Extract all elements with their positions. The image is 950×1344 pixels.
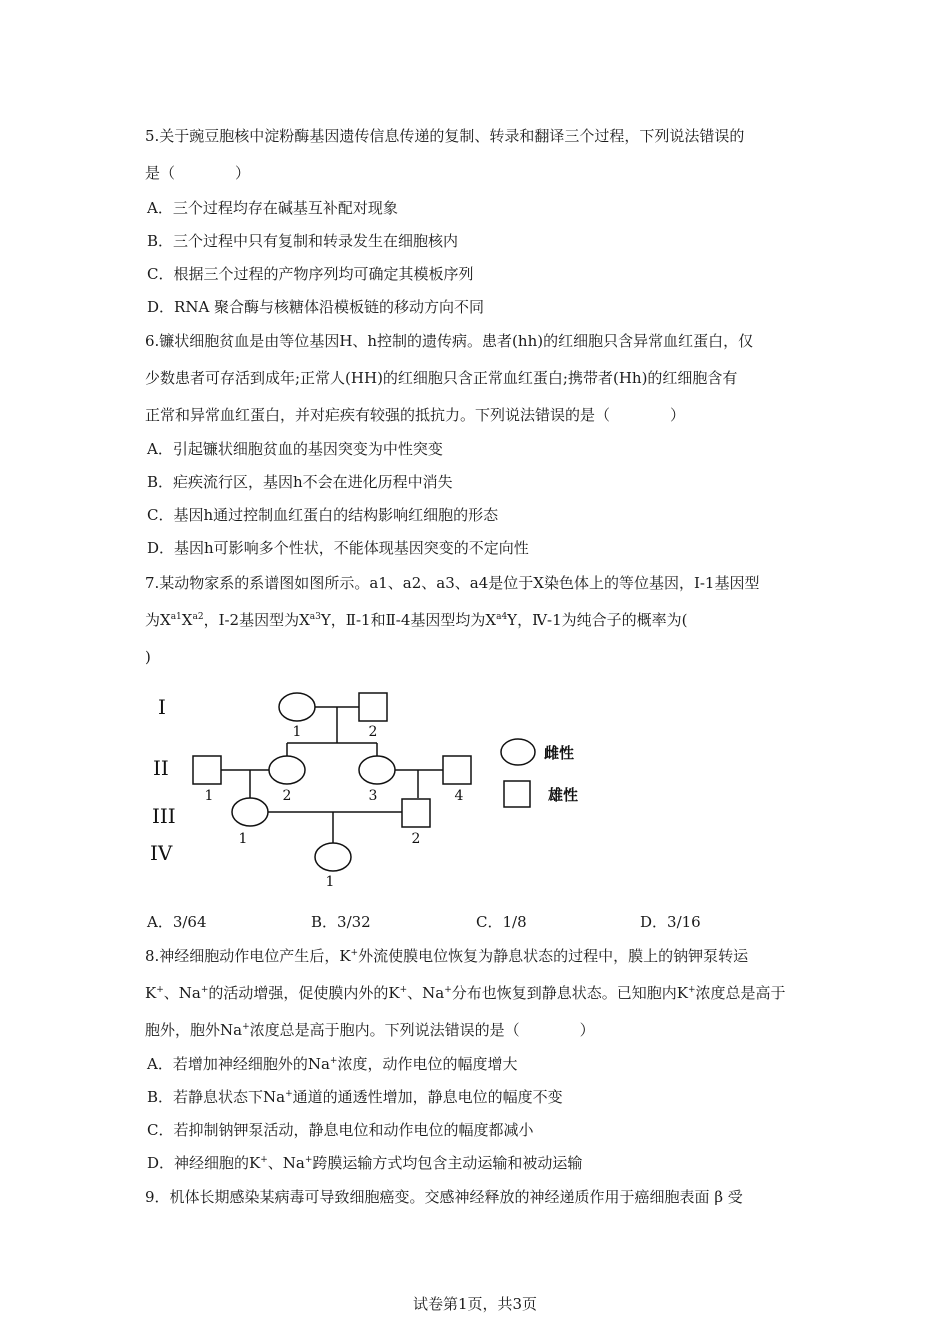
label-IV-1: 1 <box>325 874 335 890</box>
legend-male-label: 雄性 <box>548 786 579 804</box>
q5-stem-line2: 是（ ） <box>145 164 251 182</box>
individual-IV-1-female <box>315 843 351 871</box>
q6-option-d: D．基因h可影响多个性状，不能体现基因突变的不定向性 <box>147 539 529 557</box>
individual-III-1-female <box>232 798 268 826</box>
q8-option-a: A．若增加神经细胞外的Na+浓度，动作电位的幅度增大 <box>147 1055 518 1073</box>
individual-I-2-male <box>359 693 387 721</box>
label-II-2: 2 <box>282 788 292 804</box>
q8-stem-line3: 胞外，胞外Na+浓度总是高于胞内。下列说法错误的是（ ） <box>145 1021 595 1039</box>
q6-option-a: A．引起镰状细胞贫血的基因突变为中性突变 <box>147 440 443 458</box>
pedigree-diagram <box>0 680 950 910</box>
q7-stem-line3: ) <box>145 648 151 666</box>
q8-option-c: C．若抑制钠钾泵活动，静息电位和动作电位的幅度都减小 <box>147 1121 534 1139</box>
generation-label-I: I <box>158 695 166 719</box>
label-I-2: 2 <box>368 724 378 740</box>
q6-stem-line2: 少数患者可存活到成年;正常人(HH)的红细胞只含正常血红蛋白;携带者(Hh)的红细胞含有 <box>145 369 738 387</box>
q5-option-a: A．三个过程均存在碱基互补配对现象 <box>147 199 398 217</box>
q8-option-b: B．若静息状态下Na+通道的通透性增加，静息电位的幅度不变 <box>147 1088 563 1106</box>
q8-stem-line2: K+、Na+的活动增强，促使膜内外的K+、Na+分布也恢复到静息状态。已知胞内K+浓度总是高于 <box>145 984 786 1002</box>
q8-option-d: D．神经细胞的K+、Na+跨膜运输方式均包含主动运输和被动运输 <box>147 1154 583 1172</box>
label-III-2: 2 <box>411 831 421 847</box>
q6-option-b: B．疟疾流行区，基因h不会在进化历程中消失 <box>147 473 453 491</box>
legend-male-symbol <box>504 781 530 807</box>
q5-option-b: B．三个过程中只有复制和转录发生在细胞核内 <box>147 232 459 250</box>
q5-option-c: C．根据三个过程的产物序列均可确定其模板序列 <box>147 265 474 283</box>
label-II-4: 4 <box>454 788 464 804</box>
q7-option-c: C．1/8 <box>476 913 527 931</box>
q7-option-a: A．3/64 <box>147 913 207 931</box>
q6-option-c: C．基因h通过控制血红蛋白的结构影响红细胞的形态 <box>147 506 499 524</box>
individual-II-3-female <box>359 756 395 784</box>
individual-III-2-male <box>402 799 430 827</box>
q5-stem-line1: 5.关于豌豆胞核中淀粉酶基因遗传信息传递的复制、转录和翻译三个过程，下列说法错误的 <box>145 127 745 145</box>
individual-II-4-male <box>443 756 471 784</box>
individual-II-1-male <box>193 756 221 784</box>
individual-II-2-female <box>269 756 305 784</box>
generation-label-II: II <box>153 756 169 780</box>
label-II-3: 3 <box>368 788 378 804</box>
individual-I-1-female <box>279 693 315 721</box>
generation-label-IV: IV <box>150 841 173 865</box>
q7-stem-line1: 7.某动物家系的系谱图如图所示。a1、a2、a3、a4是位于X染色体上的等位基因，Ⅰ-1基因型 <box>145 574 760 592</box>
q7-option-b: B．3/32 <box>311 913 371 931</box>
q9-stem-line1: 9．机体长期感染某病毒可导致细胞癌变。交感神经释放的神经递质作用于癌细胞表面 β 受 <box>145 1188 743 1206</box>
q8-stem-line1: 8.神经细胞动作电位产生后，K+外流使膜电位恢复为静息状态的过程中，膜上的钠钾泵转运 <box>145 947 749 965</box>
label-II-1: 1 <box>204 788 214 804</box>
label-I-1: 1 <box>292 724 302 740</box>
q6-stem-line1: 6.镰状细胞贫血是由等位基因H、h控制的遗传病。患者(hh)的红细胞只含异常血红蛋白，仅 <box>145 332 754 350</box>
q6-stem-line3: 正常和异常血红蛋白，并对疟疾有较强的抵抗力。下列说法错误的是（ ） <box>145 406 686 424</box>
label-III-1: 1 <box>238 831 248 847</box>
q7-stem-line2: 为$X^{a1}X^{a2}$，Ⅰ-2基因型为$X^{a3}Y$，Ⅱ-1和Ⅱ-4基因型均为$X^{a4}Y$，Ⅳ-1为纯合子的概率为( <box>145 611 688 629</box>
page-footer: 试卷第1页，共3页 <box>412 1295 538 1313</box>
legend-female-symbol <box>501 739 535 765</box>
legend-female-label: 雌性 <box>544 744 575 762</box>
q5-option-d: D．RNA 聚合酶与核糖体沿模板链的移动方向不同 <box>147 298 485 316</box>
generation-label-III: III <box>152 804 176 828</box>
q7-option-d: D．3/16 <box>640 913 701 931</box>
